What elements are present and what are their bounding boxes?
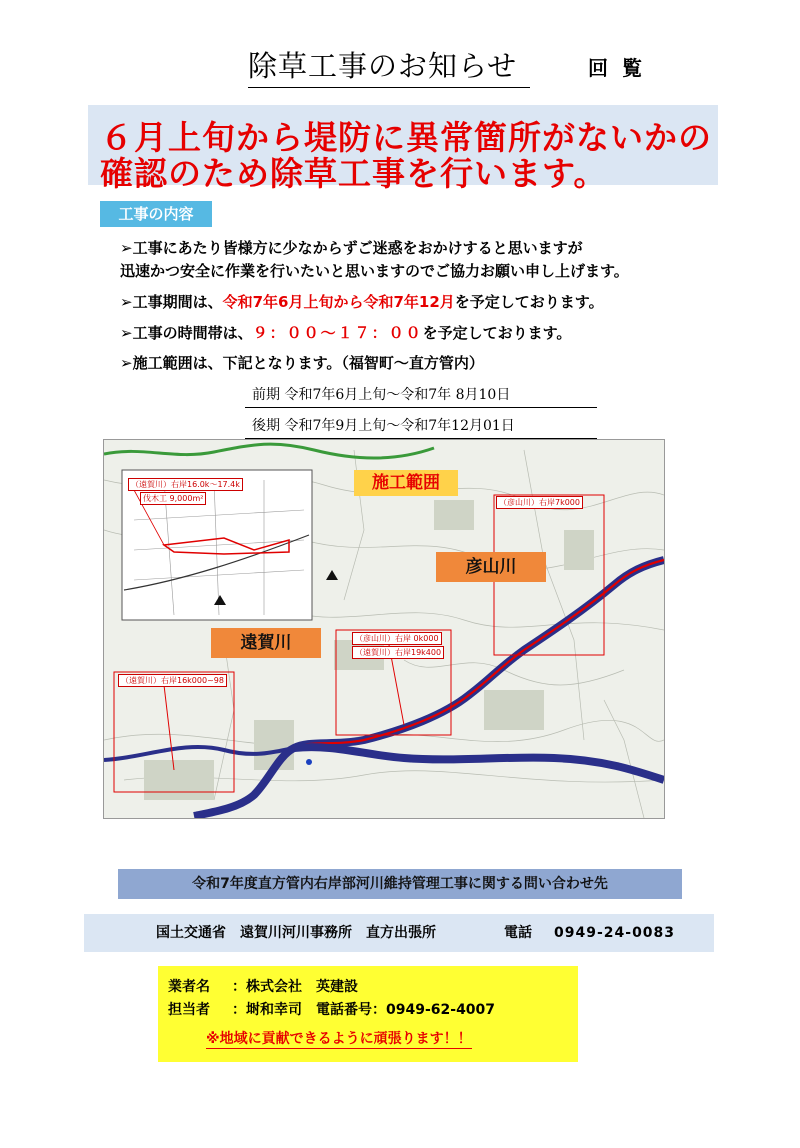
bullet-apology-line-1: ➢工事にあたり皆様方に少なからずご迷惑をおかけすると思いますが	[120, 239, 583, 257]
map-label-onga-river: 遠賀川	[211, 628, 321, 658]
contractor-person-value: ：埘和幸司 電話番号：0949-62-4007	[232, 1002, 496, 1018]
map-tag-onga-16k: （遠賀川）右岸16k000~98	[118, 674, 227, 687]
bullet-work-area: ➢施工範囲は、下記となります。（福智町～直方管内）	[120, 354, 484, 372]
period-first: 前期 令和7年6月上旬～令和7年 8月10日	[252, 387, 511, 403]
contact-tel-label: 電話	[504, 925, 532, 941]
work-period-suffix: を予定しております。	[454, 293, 604, 311]
headline-line-2: 確認のため除草工事を行います。	[100, 154, 608, 193]
work-hours-suffix: を予定しております。	[422, 324, 572, 342]
circulation-mark: 回覧	[588, 56, 656, 80]
work-period-prefix: ➢工事期間は、	[120, 293, 223, 311]
bullet-work-hours	[120, 322, 571, 343]
map-tag-hikosan-end: （彦山川）右岸7k000	[496, 496, 583, 509]
contact-tel-number: 0949-24-0083	[554, 925, 676, 941]
map-label-hikosan-river: 彦山川	[436, 552, 546, 582]
map-tag-hikosan-start: （彦山川）右岸 0k000	[352, 632, 442, 645]
headline-line-1: ６月上旬から堤防に異常箇所がないかの	[100, 118, 712, 157]
contractor-person-label: 担当者	[168, 1002, 210, 1018]
map-tag-inset-clearing: 伐木工 9,000m²	[140, 492, 206, 505]
contact-office-bar	[84, 914, 714, 952]
work-area-map	[103, 439, 665, 819]
notice-title: 除草工事のお知らせ	[248, 44, 530, 88]
bullet-work-period	[120, 291, 604, 312]
map-label-work-area: 施工範囲	[354, 470, 458, 496]
contractor-info-box	[158, 966, 578, 1062]
contractor-name-value: ：株式会社 英建設	[232, 979, 358, 995]
map-tag-inset-range: （遠賀川）右岸16.0k～17.4k	[128, 478, 243, 491]
contractor-message: ※地域に貢献できるように頑張ります！！	[206, 1028, 472, 1049]
contact-office-name: 国土交通省 遠賀川河川事務所 直方出張所	[156, 925, 436, 941]
contractor-name-label: 業者名	[168, 979, 210, 995]
period-second: 後期 令和7年9月上旬～令和7年12月01日	[252, 418, 515, 434]
work-period-dates: 令和7年6月上旬から令和7年12月	[222, 293, 455, 311]
contact-heading: 令和7年度直方管内右岸部河川維持管理工事に関する問い合わせ先	[118, 869, 682, 899]
work-hours-time: ９：００～１７：００	[252, 324, 423, 342]
section-label-work-content: 工事の内容	[100, 201, 212, 227]
work-hours-prefix: ➢工事の時間帯は、	[120, 324, 253, 342]
period-divider-1	[245, 407, 597, 408]
map-tag-onga-19k: （遠賀川）右岸19k400	[352, 646, 444, 659]
bullet-apology-line-2: 迅速かつ安全に作業を行いたいと思いますのでご協力お願い申し上げます。	[120, 262, 629, 280]
